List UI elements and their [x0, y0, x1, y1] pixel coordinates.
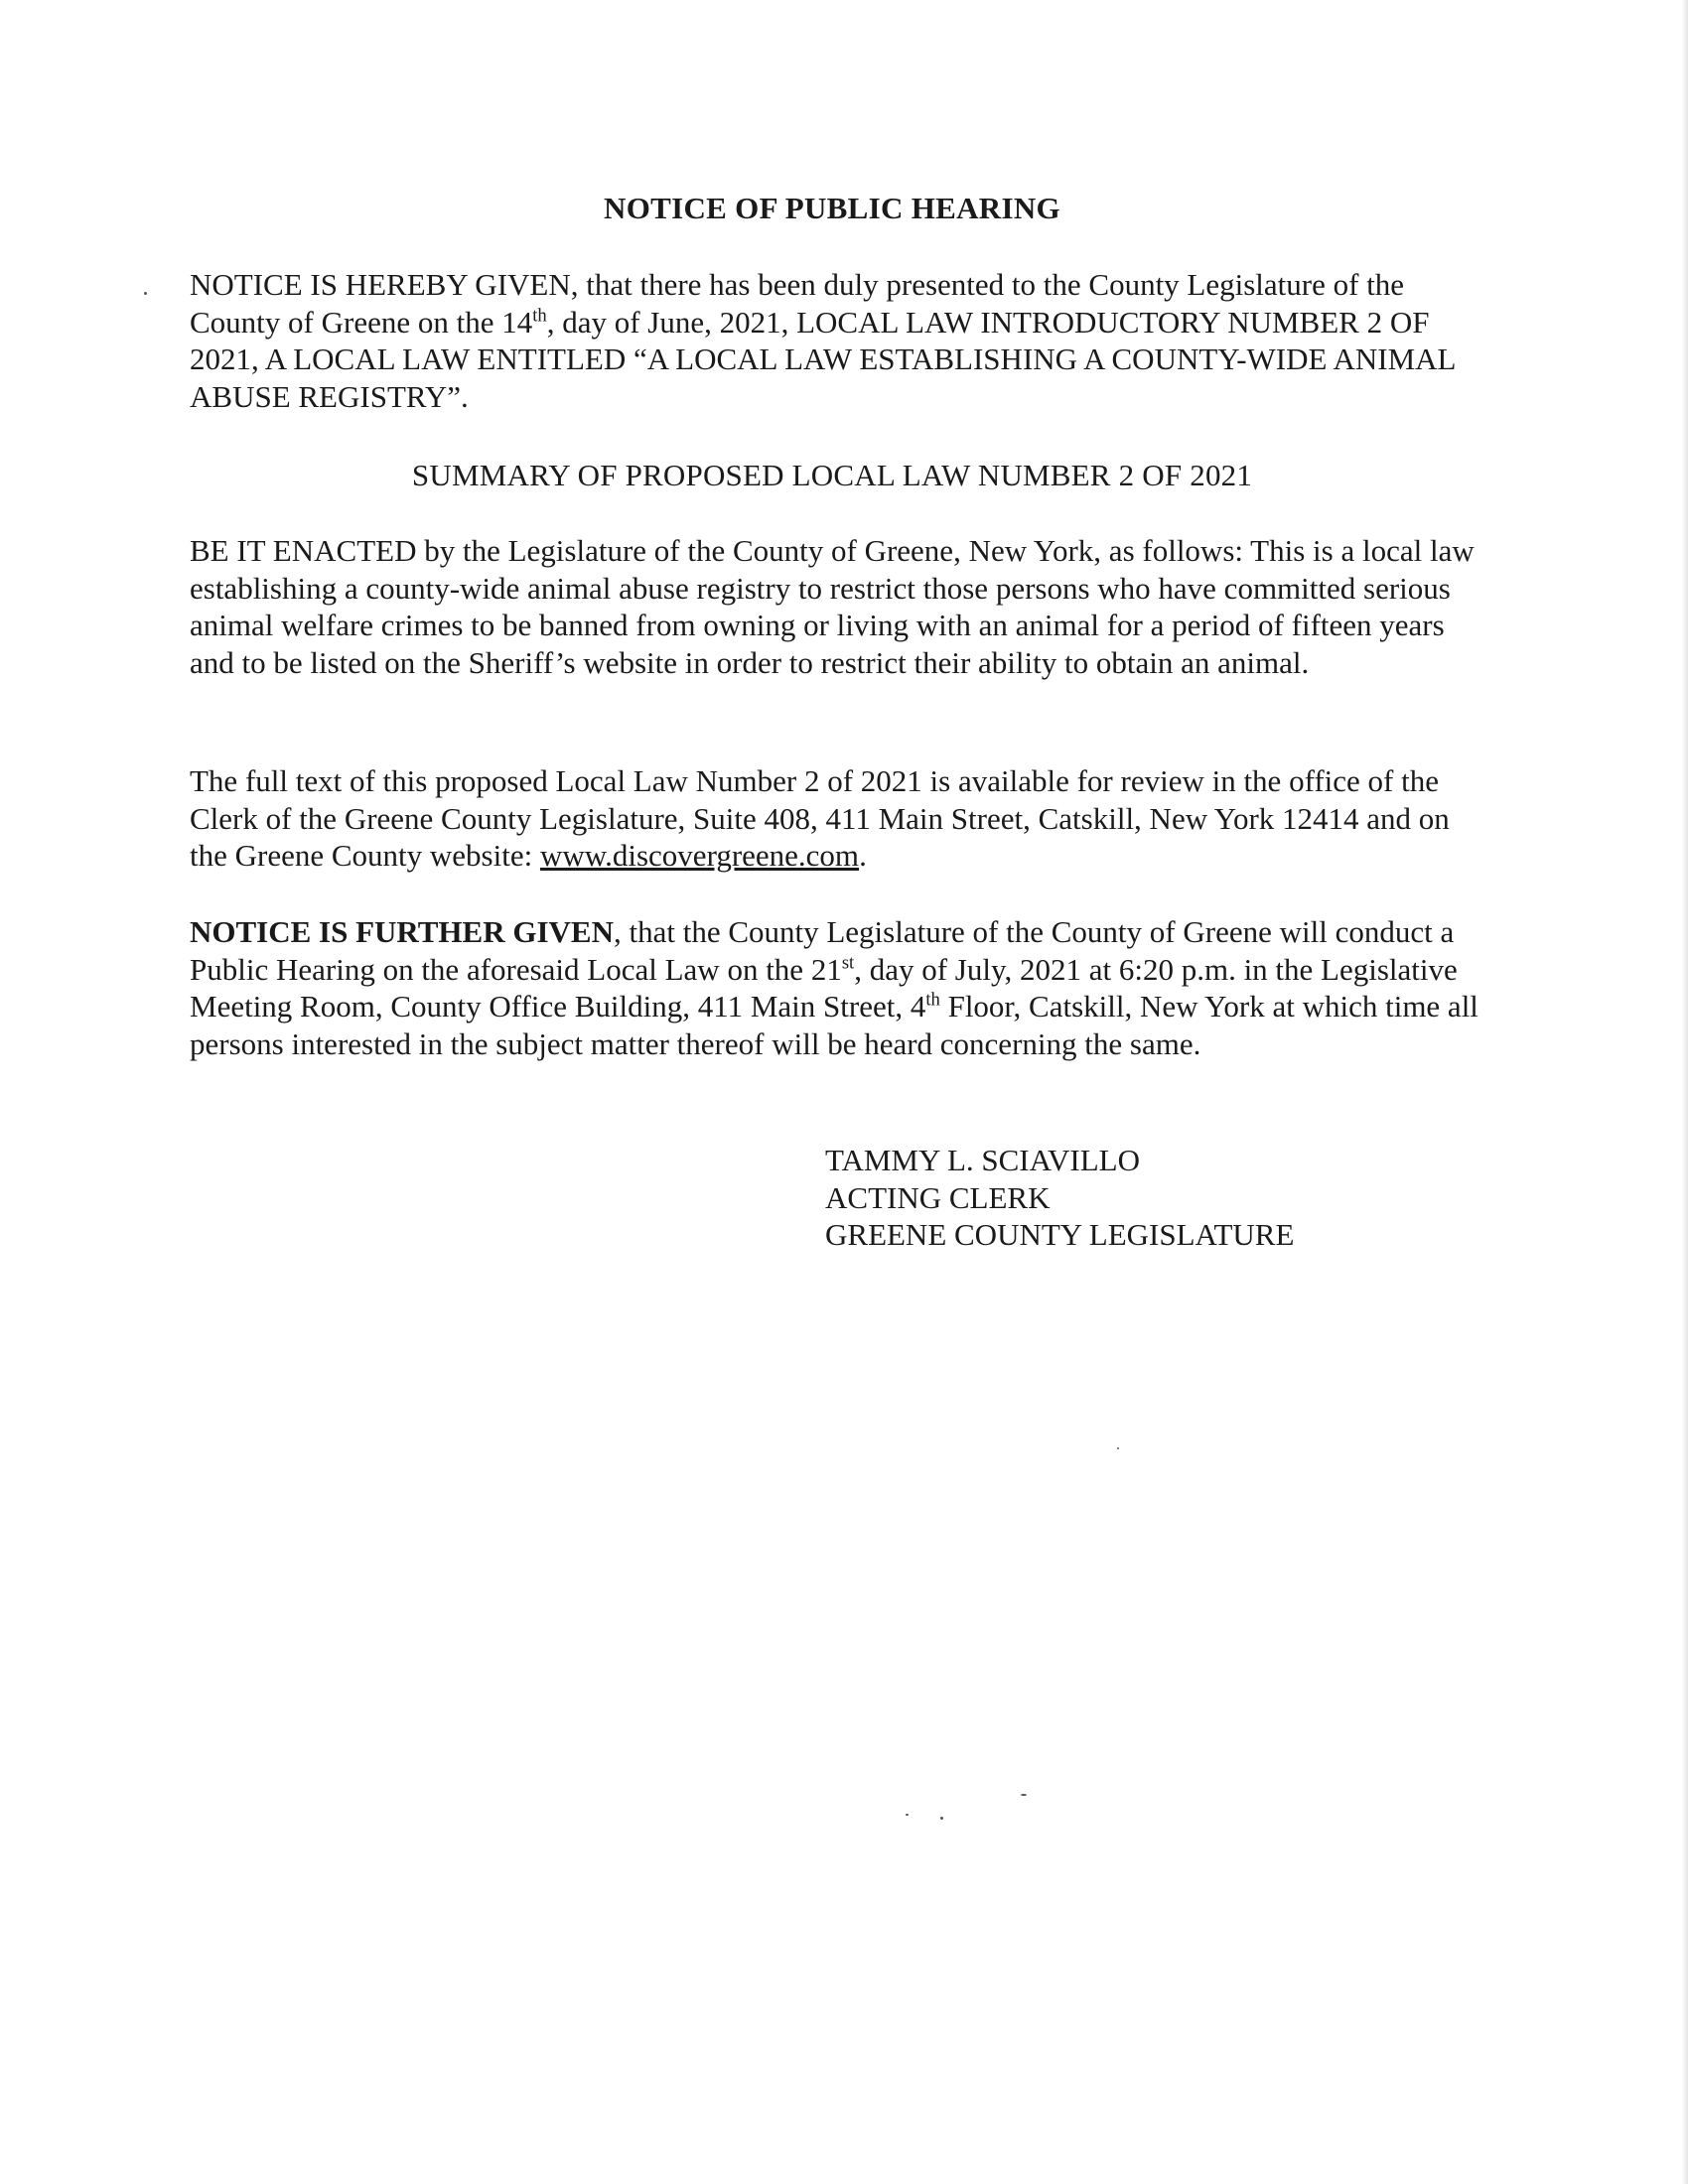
scan-speck: [144, 292, 147, 295]
paragraph-text: , day of July, 2021 at 6:20 p.m. in the Legislative Meeting Room, County Office Building, 411 Main Street, 4: [190, 951, 1458, 1024]
paragraph-text: NOTICE IS HEREBY GIVEN, that there has been duly presented to the County Legislature of the County of Greene on the 14: [190, 267, 1405, 340]
notice-title: NOTICE OF PUBLIC HEARING: [604, 191, 1060, 225]
paragraph-text: .: [859, 838, 867, 873]
paragraph-text: , day of June, 2021, LOCAL LAW INTRODUCTORY NUMBER 2 OF 2021, A LOCAL LAW ENTITLED “A LOCAL LAW ESTABLISHING A COUNTY-WIDE ANIMAL ABUSE REGISTRY”.: [190, 304, 1456, 414]
website-link[interactable]: www.discovergreene.com: [539, 838, 860, 873]
paragraph-text: , that the County Legislature of the County of Greene will conduct a Public Hearing on the aforesaid Local Law on the 21: [190, 914, 1455, 987]
paragraph-full-text: [190, 762, 1480, 875]
signer-name: TAMMY L. SCIAVILLO: [825, 1143, 1140, 1177]
paragraph-notice-given: [190, 266, 1480, 415]
scan-speck: [1021, 1794, 1027, 1796]
superscript: st: [841, 952, 855, 974]
paragraph-text: Floor, Catskill, New York at which time all persons interested in the subject matter thereof will be heard concerning the same.: [190, 989, 1478, 1061]
scan-speck: [940, 1817, 943, 1820]
signer-organization: GREENE COUNTY LEGISLATURE: [825, 1217, 1295, 1252]
paragraph-text: The full text of this proposed Local Law Number 2 of 2021 is available for review in the office of the Clerk of the Greene County Legislature, Suite 408, 411 Main Street, Catskill, New York 12414 and on the Greene County website:: [190, 763, 1450, 873]
superscript: th: [925, 989, 940, 1011]
superscript: th: [532, 305, 547, 327]
summary-heading: SUMMARY OF PROPOSED LOCAL LAW NUMBER 2 OF 2021: [411, 458, 1253, 492]
scan-speck: [906, 1814, 909, 1816]
paragraph-hearing: [190, 913, 1480, 1062]
paragraph-enactment: BE IT ENACTED by the Legislature of the County of Greene, New York, as follows: This is a local law establishing a county-wide animal abuse registry to restrict those persons who have committed serious animal welfare crimes to be banned from owning or living with an animal for a period of fifteen years and to be listed on the Sheriff’s website in order to restrict their ability to obtain an animal.: [190, 533, 1475, 680]
signature-block: [825, 1142, 1294, 1254]
bold-lead: NOTICE IS FURTHER GIVEN: [190, 914, 614, 949]
scan-edge: [1682, 0, 1688, 2184]
signer-role: ACTING CLERK: [825, 1179, 1051, 1215]
scan-speck: [1117, 1447, 1119, 1449]
